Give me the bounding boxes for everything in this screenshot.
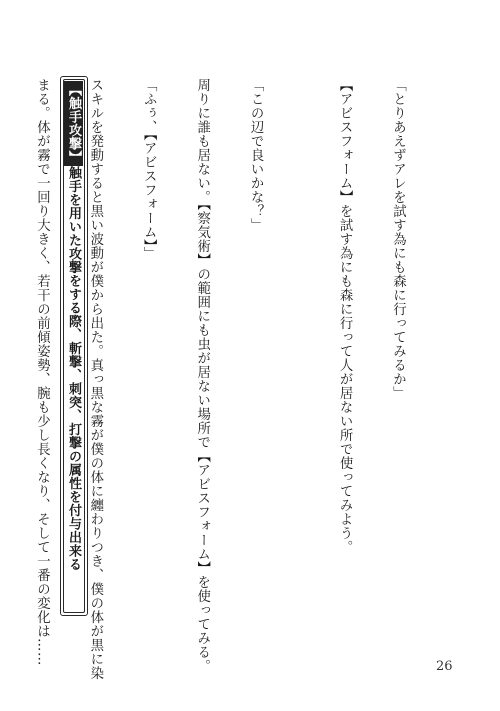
text-line: スキルを発動すると黒い波動が僕から出た。真っ黒な霧が僕の体に纏わりつき、僕の体が黒に染 [87, 78, 103, 680]
skill-description: 触手を用いた攻撃をする際、斬撃、刺突、打撃の属性を付与出来る [66, 166, 81, 571]
text-line: 「とりあえずアレを試す為にも森に行ってみるか」 [390, 78, 406, 400]
text-line: まる。体が霧で一回り大きく、若干の前傾姿勢、腕も少し長くなり、そして一番の変化は…… [34, 78, 50, 666]
text-line: 「ふぅ、【アビスフォーム】」 [141, 78, 157, 261]
text-line: 「この辺で良いかな？」 [248, 78, 264, 232]
body-text [34, 78, 442, 680]
page-number: 26 [436, 659, 453, 674]
skill-status-box [60, 76, 88, 616]
skill-entry [64, 81, 83, 571]
text-line: 【アビスフォーム】を試す為にも森に行って人が居ない所で使ってみよう。 [337, 78, 353, 554]
text-line: 周りに誰も居ない。【察気術】の範囲にも虫が居ない場所で【アビスフォーム】を使ってみる。 [194, 78, 210, 674]
skill-name-label: 【触手攻撃】 [66, 83, 81, 164]
